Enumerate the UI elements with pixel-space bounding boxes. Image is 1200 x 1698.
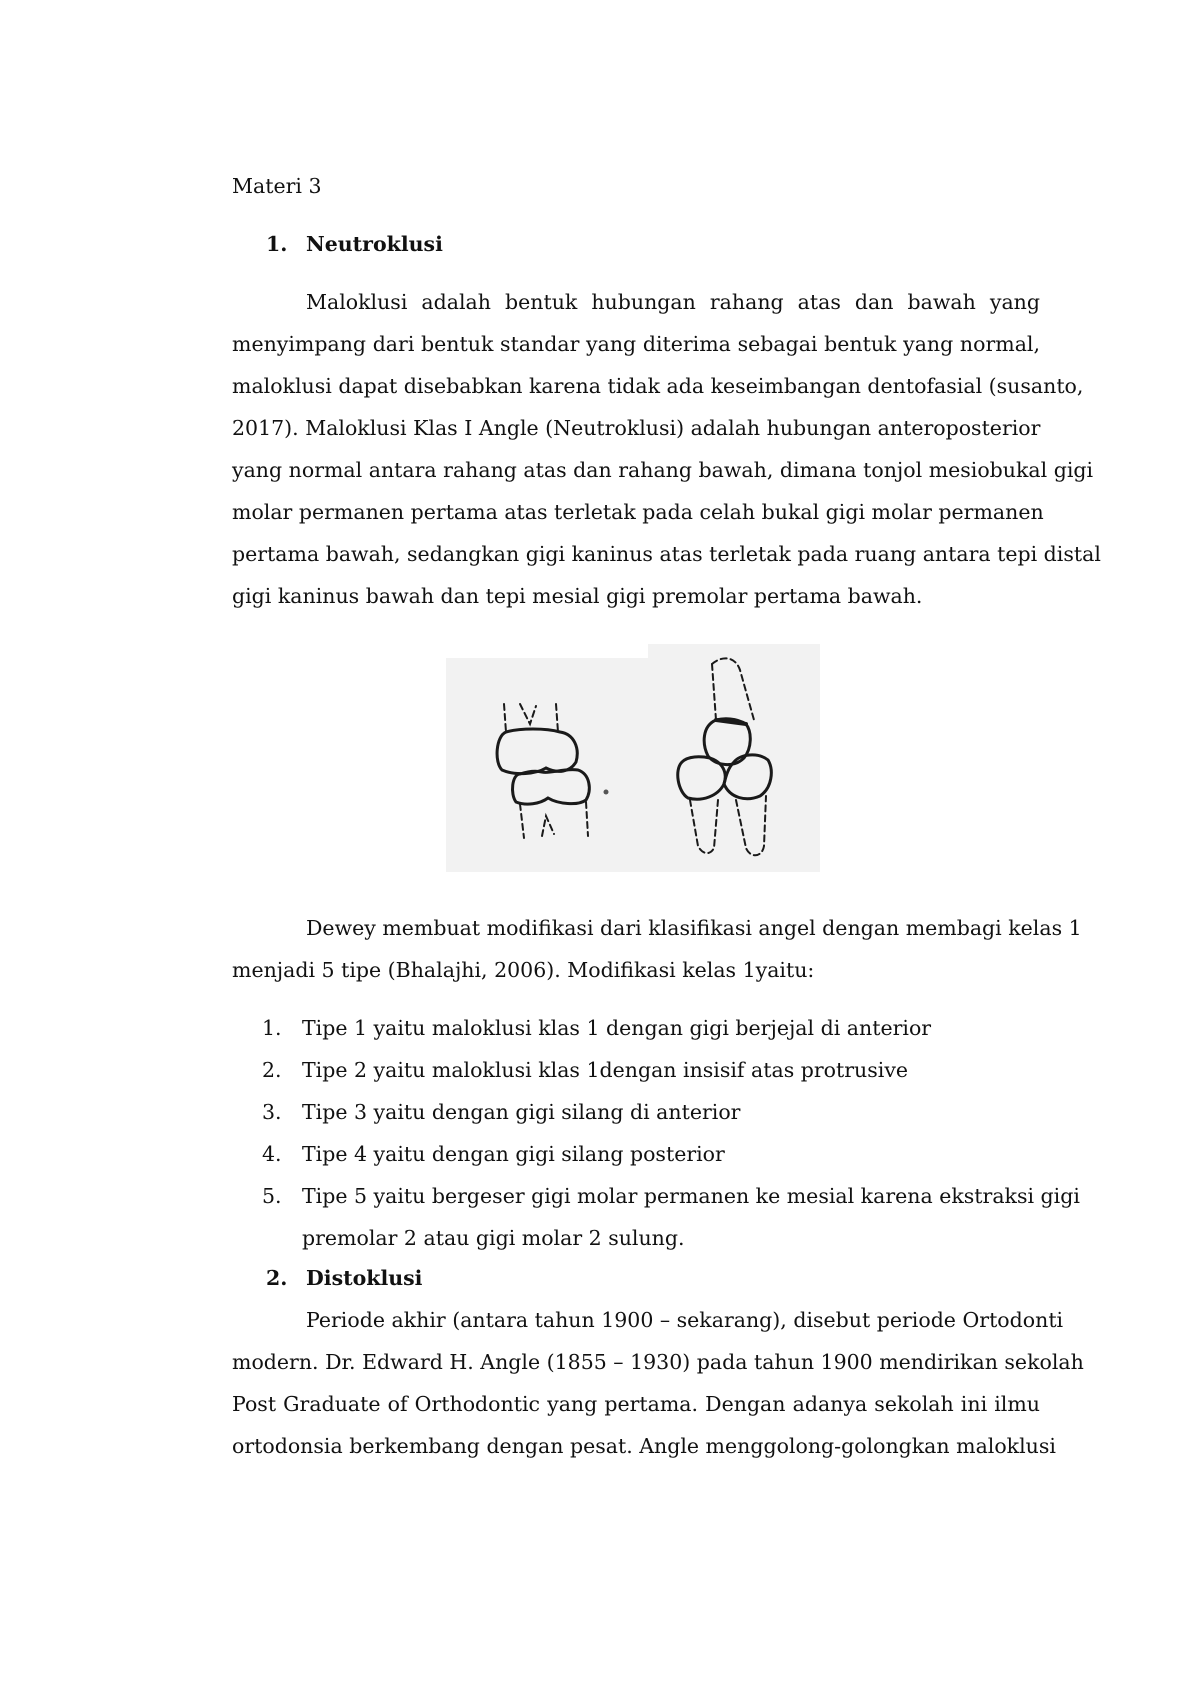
section-2-number: 2. xyxy=(266,1266,288,1290)
paragraph-line: yang normal antara rahang atas dan rahang bawah, dimana tonjol mesiobukal gigi xyxy=(232,458,1094,482)
section-1-title: Neutroklusi xyxy=(306,232,443,256)
list-item-number: 5. xyxy=(262,1184,282,1208)
paragraph-line: maloklusi dapat disebabkan karena tidak ada keseimbangan dentofasial (susanto, xyxy=(232,374,1084,398)
paragraph-line: ortodonsia berkembang dengan pesat. Angle menggolong-golongkan maloklusi xyxy=(232,1434,1056,1458)
paragraph-line: 2017). Maloklusi Klas I Angle (Neutroklusi) adalah hubungan anteroposterior xyxy=(232,416,1041,440)
paragraph-line: gigi kaninus bawah dan tepi mesial gigi premolar pertama bawah. xyxy=(232,584,923,608)
paragraph-line: menjadi 5 tipe (Bhalajhi, 2006). Modifikasi kelas 1yaitu: xyxy=(232,958,815,982)
list-item-number: 3. xyxy=(262,1100,282,1124)
paragraph-line: molar permanen pertama atas terletak pada celah bukal gigi molar permanen xyxy=(232,500,1044,524)
list-item: Tipe 4 yaitu dengan gigi silang posterior xyxy=(302,1142,725,1166)
paragraph-line: modern. Dr. Edward H. Angle (1855 – 1930) pada tahun 1900 mendirikan sekolah xyxy=(232,1350,1084,1374)
section-1-number: 1. xyxy=(266,232,288,256)
list-item: Tipe 3 yaitu dengan gigi silang di anterior xyxy=(302,1100,741,1124)
paragraph-line: Dewey membuat modifikasi dari klasifikasi angel dengan membagi kelas 1 xyxy=(306,916,1082,940)
paragraph-line: pertama bawah, sedangkan gigi kaninus atas terletak pada ruang antara tepi distal xyxy=(232,542,1101,566)
list-item: Tipe 2 yaitu maloklusi klas 1dengan insisif atas protrusive xyxy=(302,1058,909,1082)
paragraph-line: Post Graduate of Orthodontic yang pertama. Dengan adanya sekolah ini ilmu xyxy=(232,1392,1040,1416)
teeth-occlusion-illustration xyxy=(446,644,820,872)
section-2-title: Distoklusi xyxy=(306,1266,423,1290)
list-item: Tipe 5 yaitu bergeser gigi molar permanen ke mesial karena ekstraksi gigi xyxy=(302,1184,1080,1208)
paragraph-line: Maloklusi adalah bentuk hubungan rahang atas dan bawah yang xyxy=(306,290,1040,314)
list-item-number: 4. xyxy=(262,1142,282,1166)
list-item-continuation: premolar 2 atau gigi molar 2 sulung. xyxy=(302,1226,685,1250)
list-item: Tipe 1 yaitu maloklusi klas 1 dengan gigi berjejal di anterior xyxy=(302,1016,932,1040)
list-item-number: 2. xyxy=(262,1058,282,1082)
paragraph-line: Periode akhir (antara tahun 1900 – sekarang), disebut periode Ortodonti xyxy=(306,1308,1064,1332)
document-heading: Materi 3 xyxy=(232,174,322,198)
list-item-number: 1. xyxy=(262,1016,282,1040)
paragraph-line: menyimpang dari bentuk standar yang diterima sebagai bentuk yang normal, xyxy=(232,332,1040,356)
